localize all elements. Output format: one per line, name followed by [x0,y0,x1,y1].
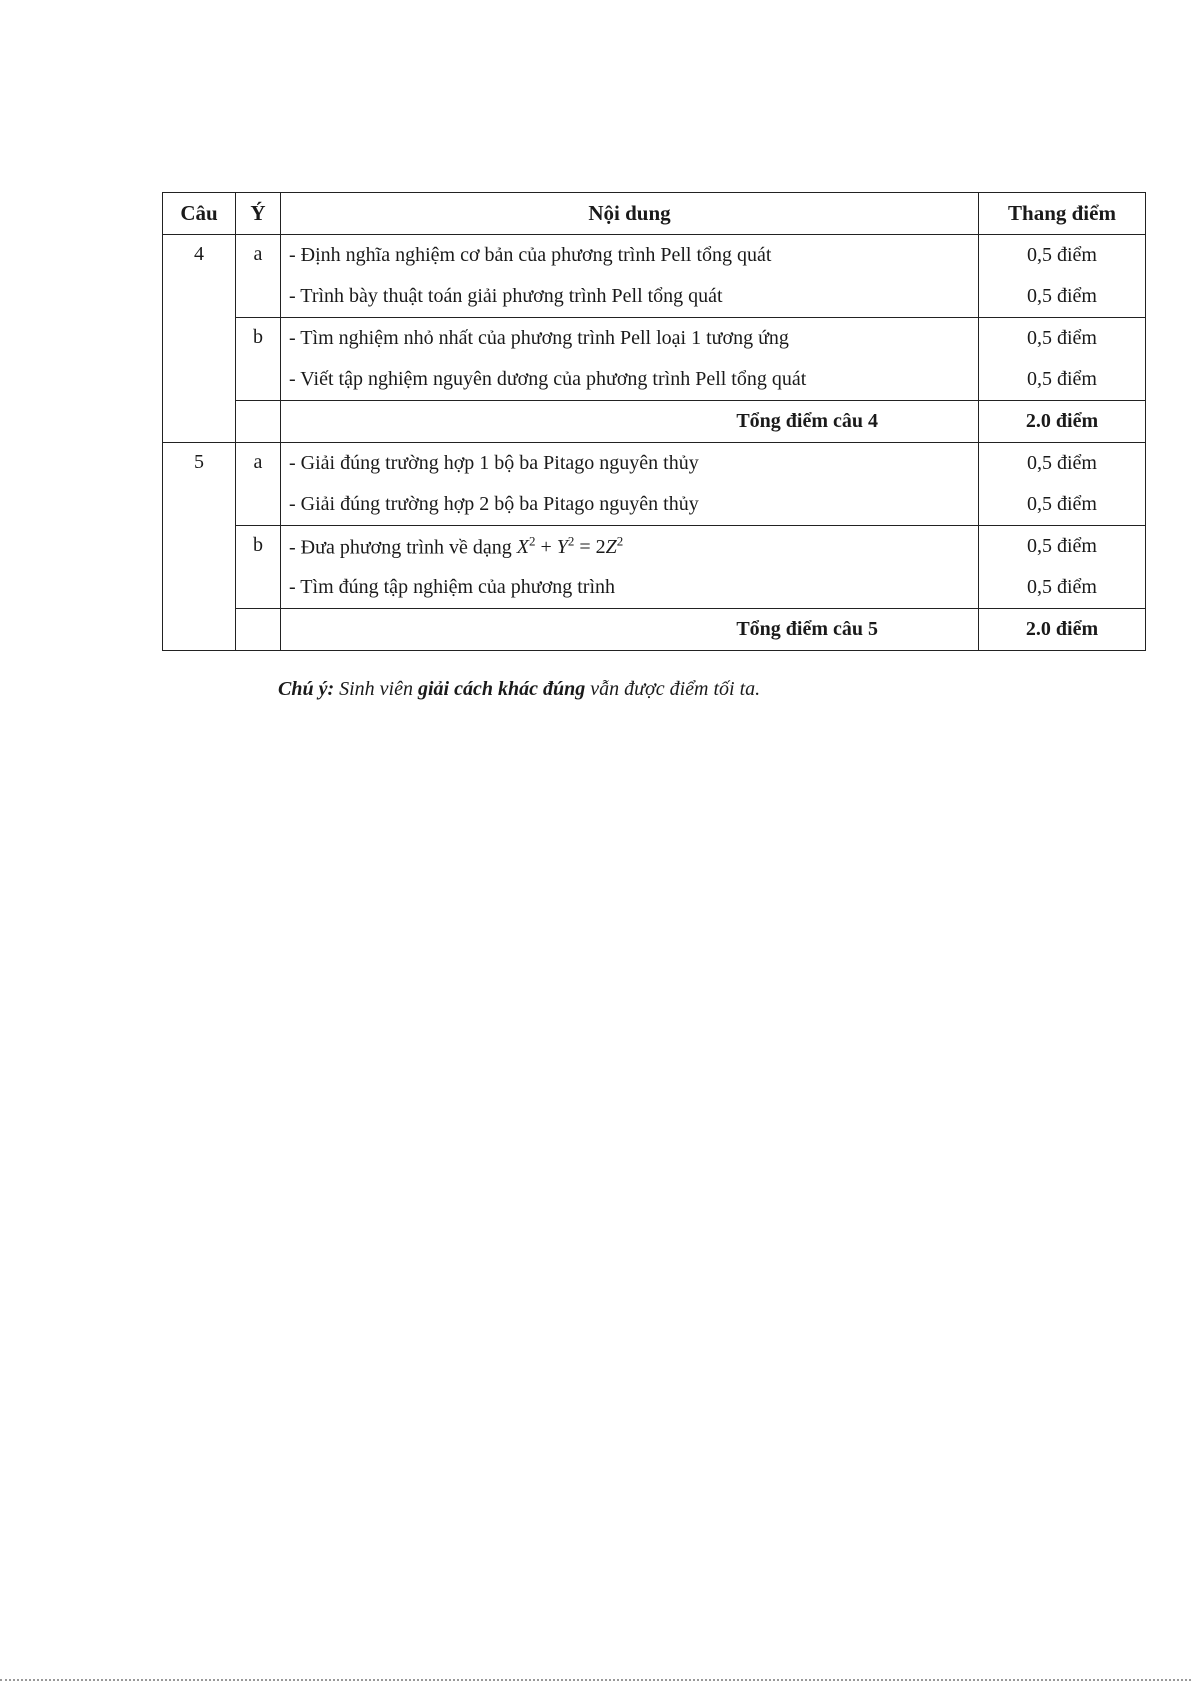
formula-y: Y [556,536,568,559]
formula-z: Z [605,536,617,559]
total-empty-cell [236,401,281,443]
formula-coef: 2 [595,536,606,559]
row-score: 0,5 điểm [979,318,1146,360]
row-content: - Định nghĩa nghiệm cơ bản của phương trình Pell tổng quát [281,235,979,277]
table-row [163,567,1146,609]
header-cau: Câu [163,193,236,235]
table-row [163,318,1146,360]
row-score: 0,5 điểm [979,235,1146,277]
formula-exp-z: 2 [616,533,624,549]
footnote-text-1: Sinh viên [339,678,413,700]
row-score: 0,5 điểm [979,526,1146,568]
row-score: 0,5 điểm [979,276,1146,318]
footnote-bold: giải cách khác đúng [418,678,586,700]
header-thang-diem: Thang điểm [979,193,1146,235]
row-content-formula [281,526,979,568]
table-row [163,484,1146,526]
part-label: a [236,235,281,318]
total-score: 2.0 điểm [979,609,1146,651]
table-row [163,235,1146,277]
row-content: - Trình bày thuật toán giải phương trình Pell tổng quát [281,276,979,318]
row-content: - Viết tập nghiệm nguyên dương của phương trình Pell tổng quát [281,359,979,401]
row-score: 0,5 điểm [979,567,1146,609]
formula [516,533,624,559]
header-noi-dung: Nội dung [281,193,979,235]
formula-x: X [516,536,529,559]
footnote-lead: Chú ý: [278,678,335,700]
footnote [278,678,760,701]
total-score: 2.0 điểm [979,401,1146,443]
table-row [163,276,1146,318]
row-score: 0,5 điểm [979,443,1146,485]
part-label: b [236,318,281,401]
formula-exp-y: 2 [567,533,575,549]
footnote-text-2: vẫn được điểm tối ta. [590,678,761,700]
total-empty-cell [236,609,281,651]
table-row [163,526,1146,568]
part-label: b [236,526,281,609]
total-label: Tổng điểm câu 4 [281,401,979,443]
total-row [163,401,1146,443]
total-row [163,609,1146,651]
row-score: 0,5 điểm [979,484,1146,526]
question-number: 5 [163,443,236,651]
formula-exp-x: 2 [528,533,536,549]
row-content: - Giải đúng trường hợp 1 bộ ba Pitago nguyên thủy [281,443,979,485]
formula-plus: + [540,536,552,559]
header-y: Ý [236,193,281,235]
part-label: a [236,443,281,526]
formula-eq: = [579,536,591,559]
page-bottom-divider [0,1679,1191,1683]
total-label: Tổng điểm câu 5 [281,609,979,651]
row-content: - Tìm đúng tập nghiệm của phương trình [281,567,979,609]
row-content: - Giải đúng trường hợp 2 bộ ba Pitago nguyên thủy [281,484,979,526]
table-row [163,359,1146,401]
row-content: - Tìm nghiệm nhỏ nhất của phương trình Pell loại 1 tương ứng [281,318,979,360]
question-number: 4 [163,235,236,443]
row-content-prefix: - Đưa phương trình về dạng [289,536,517,559]
row-score: 0,5 điểm [979,359,1146,401]
table-header-row [163,193,1146,235]
table-row [163,443,1146,485]
grading-table [162,192,1146,651]
